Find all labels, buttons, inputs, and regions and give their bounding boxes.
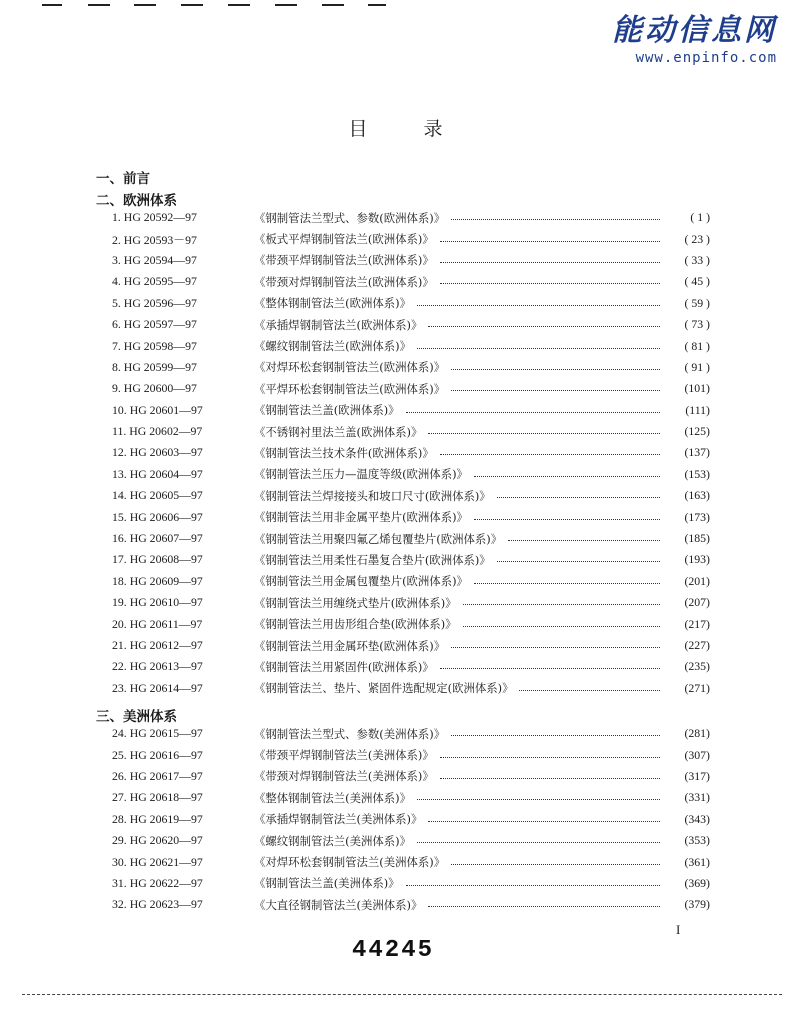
dot-leader (451, 647, 660, 648)
toc-entry-code: 8. HG 20599—97 (112, 359, 197, 374)
toc-entry-code: 4. HG 20595—97 (112, 274, 197, 289)
dot-leader (440, 757, 660, 758)
toc-entry-code: 27. HG 20618—97 (112, 790, 203, 805)
toc-entry-title: 《钢制管法兰、垫片、紧固件选配规定(欧洲体系)》 (254, 681, 514, 696)
toc-entry-code: 20. HG 20611—97 (112, 616, 203, 631)
toc-entry (112, 723, 710, 744)
toc-entry-page: (235) (684, 659, 710, 674)
toc-entry (112, 851, 710, 872)
toc-entry-page: (193) (684, 552, 710, 567)
toc-entry-title: 《钢制管法兰压力—温度等级(欧洲体系)》 (254, 467, 468, 482)
toc-entry-page: (217) (684, 616, 710, 631)
top-rule (0, 0, 420, 8)
toc-entry-page: (331) (684, 790, 710, 805)
dot-leader (497, 561, 660, 562)
toc-entry-page: (281) (684, 726, 710, 741)
dot-leader (451, 390, 660, 391)
dot-leader (451, 219, 660, 220)
toc-entry-page: (111) (685, 402, 710, 417)
toc-entry-page: ( 81 ) (684, 338, 710, 353)
toc-entry-page: ( 23 ) (684, 231, 710, 246)
dot-leader (451, 864, 660, 865)
toc-entry (112, 485, 710, 506)
toc-entry-title: 《钢制管法兰用非金属平垫片(欧洲体系)》 (254, 510, 468, 525)
toc-entry-title: 《带颈平焊钢制管法兰(美洲体系)》 (254, 748, 434, 763)
toc-entry-code: 22. HG 20613—97 (112, 659, 203, 674)
toc-entry-code: 5. HG 20596—97 (112, 295, 197, 310)
dot-leader (440, 778, 660, 779)
toc-entry-page: (101) (684, 381, 710, 396)
toc-entry-title: 《承插焊钢制管法兰(欧洲体系)》 (254, 317, 423, 332)
dot-leader (417, 799, 660, 800)
toc-entry-code: 23. HG 20614—97 (112, 680, 203, 695)
toc-entry (112, 656, 710, 677)
toc-entry (112, 549, 710, 570)
toc-entry (112, 293, 710, 314)
toc-entry (112, 787, 710, 808)
dot-leader (497, 497, 660, 498)
toc-entry (112, 873, 710, 894)
dot-leader (463, 604, 660, 605)
toc-entry (112, 378, 710, 399)
dot-leader (428, 433, 660, 434)
toc-entry-code: 31. HG 20622—97 (112, 875, 203, 890)
toc-entry-page: (201) (684, 573, 710, 588)
toc-entry (112, 809, 710, 830)
toc-entry-title: 《钢制管法兰盖(美洲体系)》 (254, 876, 400, 891)
toc-entry-page: (307) (684, 747, 710, 762)
toc-entry-code: 25. HG 20616—97 (112, 747, 203, 762)
toc-entry (112, 635, 710, 656)
toc-entry-page: (153) (684, 466, 710, 481)
toc-entry (112, 766, 710, 787)
toc-entry (112, 894, 710, 915)
toc-entry (112, 335, 710, 356)
toc-entry-code: 11. HG 20602—97 (112, 424, 203, 439)
toc-entry (112, 528, 710, 549)
toc-entry-code: 6. HG 20597—97 (112, 317, 197, 332)
toc-entry-code: 17. HG 20608—97 (112, 552, 203, 567)
toc-entry-title: 《整体钢制管法兰(美洲体系)》 (254, 790, 411, 805)
dot-leader (406, 885, 660, 886)
toc-entry-page: (379) (684, 897, 710, 912)
section-heading-europe: 二、欧洲体系 (96, 193, 177, 209)
toc-entry-code: 32. HG 20623—97 (112, 897, 203, 912)
stamp-number: 44245 (352, 937, 435, 964)
toc-entry-code: 3. HG 20594—97 (112, 252, 197, 267)
toc-entry-title: 《钢制管法兰技术条件(欧洲体系)》 (254, 445, 434, 460)
dot-leader (451, 735, 660, 736)
toc-entry-title: 《钢制管法兰用齿形组合垫(欧洲体系)》 (254, 617, 457, 632)
toc-entry-title: 《钢制管法兰用金属包覆垫片(欧洲体系)》 (254, 574, 468, 589)
toc-entry-title: 《带颈对焊钢制管法兰(欧洲体系)》 (254, 274, 434, 289)
toc-entry-title: 《钢制管法兰盖(欧洲体系)》 (254, 403, 400, 418)
toc-entry (112, 228, 710, 249)
toc-entry (112, 400, 710, 421)
dot-leader (440, 241, 660, 242)
section-heading-america: 三、美洲体系 (96, 709, 177, 725)
toc-entry-title: 《大直径钢制管法兰(美洲体系)》 (254, 897, 423, 912)
toc-entry (112, 592, 710, 613)
page-title: 目录 (348, 118, 499, 140)
toc-entry-title: 《平焊环松套钢制管法兰(欧洲体系)》 (254, 381, 446, 396)
toc-entry-title: 《钢制管法兰用缠绕式垫片(欧洲体系)》 (254, 595, 457, 610)
toc-entry (112, 250, 710, 271)
toc-entry-title: 《钢制管法兰用柔性石墨复合垫片(欧洲体系)》 (254, 552, 491, 567)
toc-entry-title: 《整体钢制管法兰(欧洲体系)》 (254, 296, 411, 311)
toc-entry (112, 506, 710, 527)
dot-leader (428, 326, 660, 327)
dot-leader (508, 540, 660, 541)
toc-entry-code: 24. HG 20615—97 (112, 726, 203, 741)
dot-leader (474, 583, 660, 584)
toc-entry-code: 21. HG 20612—97 (112, 638, 203, 652)
toc-list-america (112, 723, 710, 916)
dot-leader (428, 821, 660, 822)
toc-entry (112, 314, 710, 335)
dot-leader (451, 369, 660, 370)
dot-leader (428, 906, 660, 907)
page-number: I (676, 922, 681, 937)
toc-entry-code: 26. HG 20617—97 (112, 768, 203, 783)
toc-entry (112, 613, 710, 634)
toc-entry-title: 《板式平焊钢制管法兰(欧洲体系)》 (254, 232, 434, 247)
toc-entry-code: 28. HG 20619—97 (112, 811, 203, 826)
toc-entry-code: 14. HG 20605—97 (112, 488, 203, 503)
toc-entry-page: (137) (684, 445, 710, 460)
toc-entry (112, 207, 710, 228)
dot-leader (519, 690, 660, 691)
toc-entry-page: (369) (684, 875, 710, 890)
toc-entry-code: 16. HG 20607—97 (112, 531, 203, 546)
toc-entry-title: 《钢制管法兰用金属环垫(欧洲体系)》 (254, 638, 446, 653)
bottom-rule (22, 994, 782, 998)
toc-list-europe (112, 207, 710, 699)
toc-entry (112, 357, 710, 378)
dot-leader (440, 262, 660, 263)
toc-entry (112, 830, 710, 851)
toc-entry-title: 《对焊环松套钢制管法兰(美洲体系)》 (254, 855, 446, 870)
toc-entry (112, 744, 710, 765)
toc-entry (112, 271, 710, 292)
toc-entry-code: 29. HG 20620—97 (112, 833, 203, 848)
toc-entry (112, 678, 710, 699)
toc-entry-page: (353) (684, 833, 710, 848)
watermark-name: 能动信息网 (612, 13, 777, 48)
toc-entry-page: ( 91 ) (684, 359, 710, 374)
toc-entry-code: 13. HG 20604—97 (112, 466, 203, 481)
dot-leader (440, 283, 660, 284)
toc-entry-title: 《钢制管法兰焊接接头和坡口尺寸(欧洲体系)》 (254, 488, 491, 503)
toc-entry-page: ( 1 ) (690, 210, 710, 225)
dot-leader (406, 412, 660, 413)
toc-entry-page: ( 59 ) (684, 295, 710, 310)
toc-entry-page: (227) (684, 638, 710, 652)
toc-entry (112, 571, 710, 592)
toc-entry-page: (343) (684, 811, 710, 826)
watermark-logo (587, 14, 777, 66)
toc-entry-page: ( 33 ) (684, 252, 710, 267)
dot-leader (440, 454, 660, 455)
toc-entry-title: 《带颈平焊钢制管法兰(欧洲体系)》 (254, 253, 434, 268)
toc-entry (112, 464, 710, 485)
toc-entry-page: (271) (684, 680, 710, 695)
dot-leader (474, 519, 660, 520)
toc-entry-page: (125) (684, 424, 710, 439)
toc-entry-code: 1. HG 20592—97 (112, 210, 197, 225)
toc-entry-page: (163) (684, 488, 710, 503)
toc-entry-title: 《钢制管法兰用紧固件(欧洲体系)》 (254, 659, 434, 674)
toc-entry-page: ( 45 ) (684, 274, 710, 289)
section-heading-preface: 一、前言 (96, 171, 150, 187)
dot-leader (463, 626, 660, 627)
toc-entry-code: 19. HG 20610—97 (112, 595, 203, 610)
toc-entry-title: 《带颈对焊钢制管法兰(美洲体系)》 (254, 769, 434, 784)
toc-entry-page: (185) (684, 531, 710, 546)
toc-entry-code: 12. HG 20603—97 (112, 445, 203, 460)
toc-entry-code: 30. HG 20621—97 (112, 854, 203, 869)
toc-entry-title: 《螺纹钢制管法兰(美洲体系)》 (254, 833, 411, 848)
toc-entry-page: (173) (684, 509, 710, 524)
toc-entry-title: 《不锈钢衬里法兰盖(欧洲体系)》 (254, 424, 423, 439)
dot-leader (417, 348, 660, 349)
toc-entry-page: (207) (684, 595, 710, 610)
watermark-url: www.enpinfo.com (635, 50, 777, 66)
dot-leader (417, 842, 660, 843)
toc-entry-title: 《钢制管法兰型式、参数(美洲体系)》 (254, 726, 446, 741)
toc-entry-title: 《对焊环松套钢制管法兰(欧洲体系)》 (254, 360, 446, 375)
toc-entry-code: 10. HG 20601—97 (112, 402, 203, 417)
toc-entry-page: (361) (684, 854, 710, 869)
toc-entry-code: 7. HG 20598—97 (112, 338, 197, 353)
toc-entry-code: 2. HG 20593－97 (112, 232, 197, 247)
toc-entry-page: (317) (684, 768, 710, 783)
dot-leader (417, 305, 660, 306)
toc-entry (112, 442, 710, 463)
dot-leader (474, 476, 660, 477)
toc-entry (112, 421, 710, 442)
toc-entry-page: ( 73 ) (684, 317, 710, 332)
toc-entry-code: 9. HG 20600—97 (112, 381, 197, 396)
dot-leader (440, 668, 660, 669)
toc-entry-title: 《螺纹钢制管法兰(欧洲体系)》 (254, 339, 411, 354)
toc-entry-code: 15. HG 20606—97 (112, 509, 203, 524)
toc-entry-code: 18. HG 20609—97 (112, 573, 203, 588)
toc-entry-title: 《钢制管法兰用聚四氟乙烯包覆垫片(欧洲体系)》 (254, 531, 503, 546)
toc-entry-title: 《钢制管法兰型式、参数(欧洲体系)》 (254, 210, 446, 225)
toc-entry-title: 《承插焊钢制管法兰(美洲体系)》 (254, 812, 423, 827)
